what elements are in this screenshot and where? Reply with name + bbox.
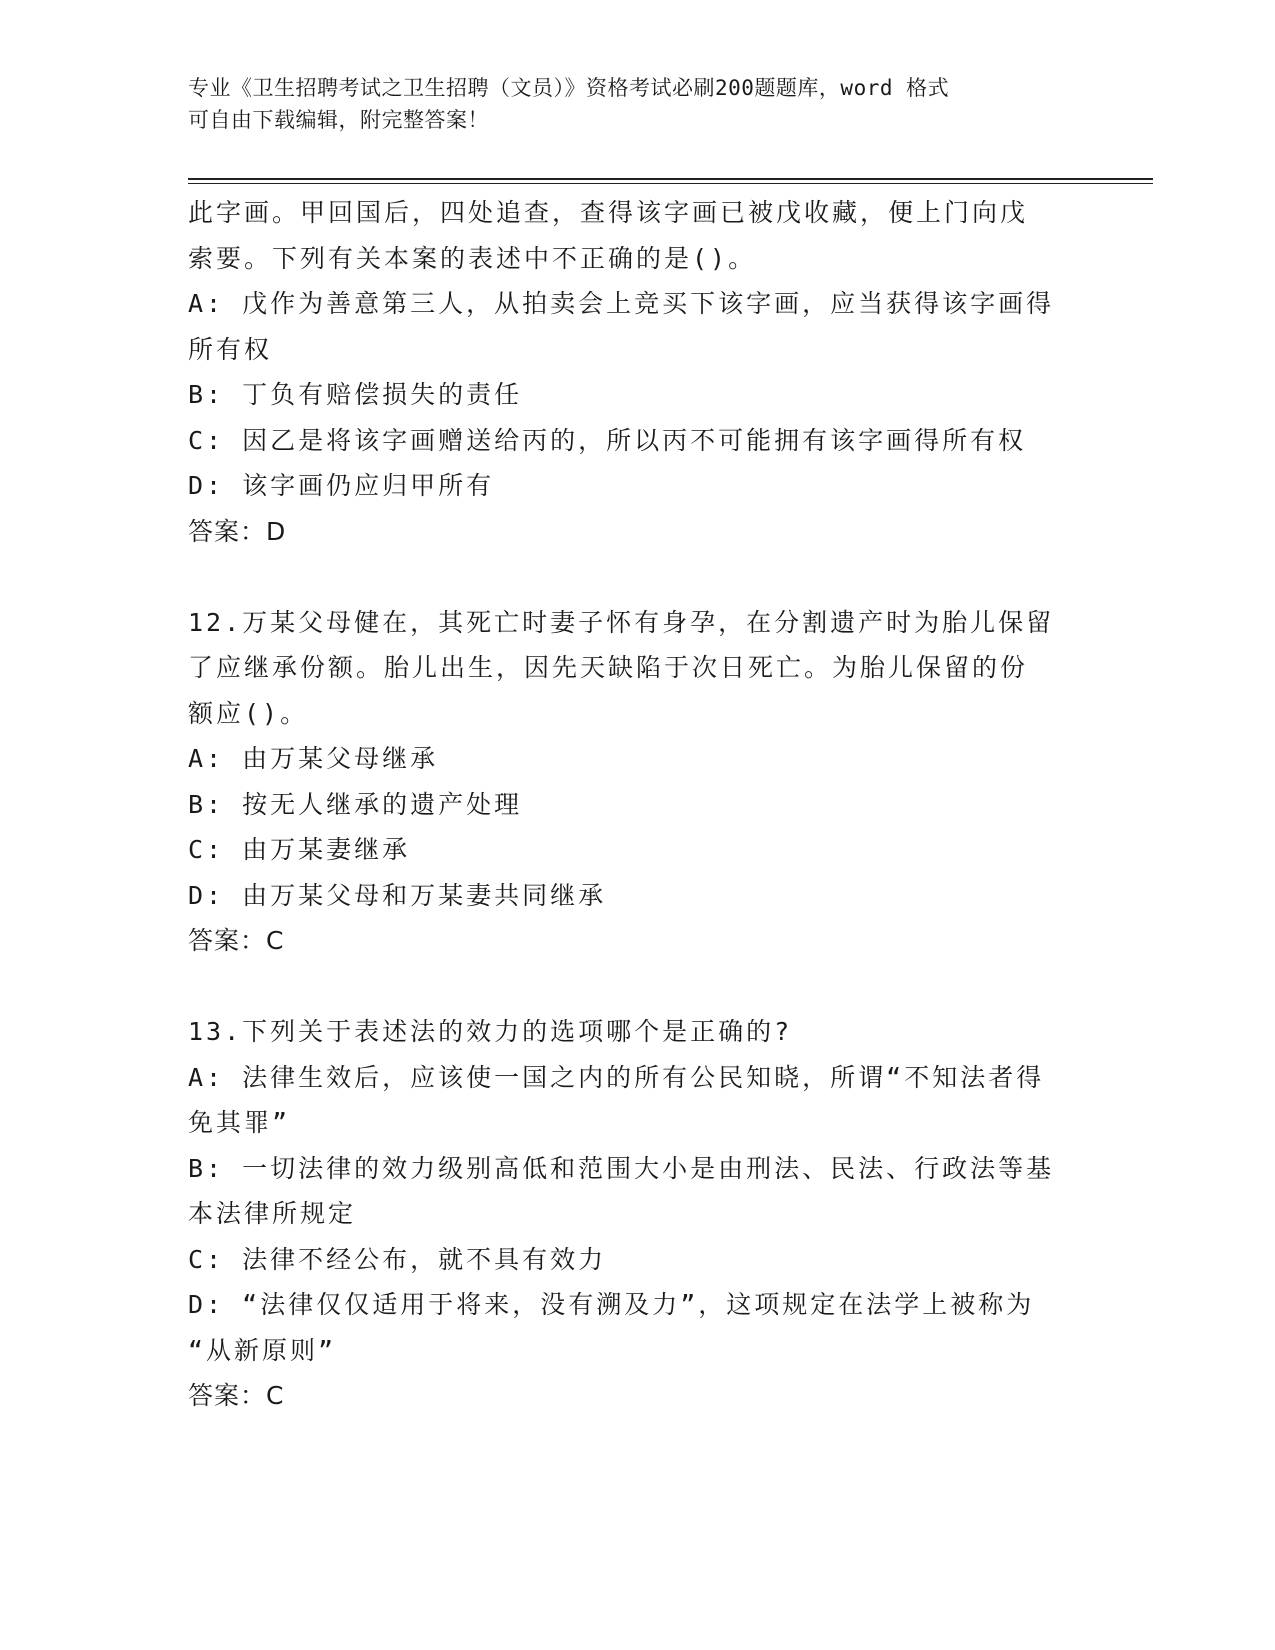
option-a: A: 法律生效后，应该使一国之内的所有公民知晓，所谓“不知法者得 [188, 1062, 1045, 1092]
option-a: A: 戊作为善意第三人，从拍卖会上竞买下该字画，应当获得该字画得 [188, 289, 1055, 318]
header-divider-thin [188, 183, 1153, 184]
option-b: B: 一切法律的效力级别高低和范围大小是由刑法、民法、行政法等基 [188, 1153, 1055, 1183]
answer: 答案：D [188, 516, 287, 546]
question-stem: 12.万某父母健在，其死亡时妻子怀有身孕，在分割遗产时为胎儿保留 [188, 607, 1055, 637]
answer: 答案：C [188, 926, 285, 955]
option-a-continued: 所有权 [188, 334, 273, 364]
question-stem: 了应继承份额。胎儿出生，因先天缺陷于次日死亡。为胎儿保留的份 [188, 653, 1029, 682]
option-c: C: 因乙是将该字画赠送给丙的，所以丙不可能拥有该字画得所有权 [188, 425, 1027, 455]
question-stem: 额应()。 [188, 698, 309, 728]
header-title-line-1: 专业《卫生招聘考试之卫生招聘（文员）》资格考试必刷200题题库，word 格式 [188, 76, 950, 100]
option-d: D: “法律仅仅适用于将来，没有溯及力”，这项规定在法学上被称为 [188, 1290, 1035, 1319]
option-a: A: 由万某父母继承 [188, 744, 439, 773]
question-12 [188, 600, 1088, 964]
question-13 [188, 1009, 1088, 1419]
question-stem: 此字画。甲回国后，四处追查，查得该字画已被戊收藏，便上门向戊 [188, 198, 1029, 227]
option-d: D: 由万某父母和万某妻共同继承 [188, 880, 607, 910]
spacer [188, 964, 1088, 1010]
question-stem: 13.下列关于表述法的效力的选项哪个是正确的? [188, 1017, 793, 1046]
option-b-continued: 本法律所规定 [188, 1199, 357, 1228]
option-d-continued: “从新原则” [188, 1335, 337, 1365]
document-header [188, 72, 1068, 136]
spacer [188, 554, 1088, 600]
question-content [188, 190, 1088, 1419]
option-d: D: 该字画仍应归甲所有 [188, 471, 495, 500]
header-title-line-2: 可自由下载编辑，附完整答案！ [188, 108, 489, 132]
question-11 [188, 190, 1088, 554]
header-divider-thick [188, 178, 1153, 180]
option-b: B: 丁负有赔偿损失的责任 [188, 380, 523, 409]
option-c: C: 法律不经公布，就不具有效力 [188, 1244, 607, 1274]
question-stem: 索要。下列有关本案的表述中不正确的是()。 [188, 243, 757, 273]
option-c: C: 由万某妻继承 [188, 835, 411, 864]
option-a-continued: 免其罪” [188, 1108, 291, 1137]
option-b: B: 按无人继承的遗产处理 [188, 789, 523, 819]
answer: 答案：C [188, 1381, 285, 1410]
